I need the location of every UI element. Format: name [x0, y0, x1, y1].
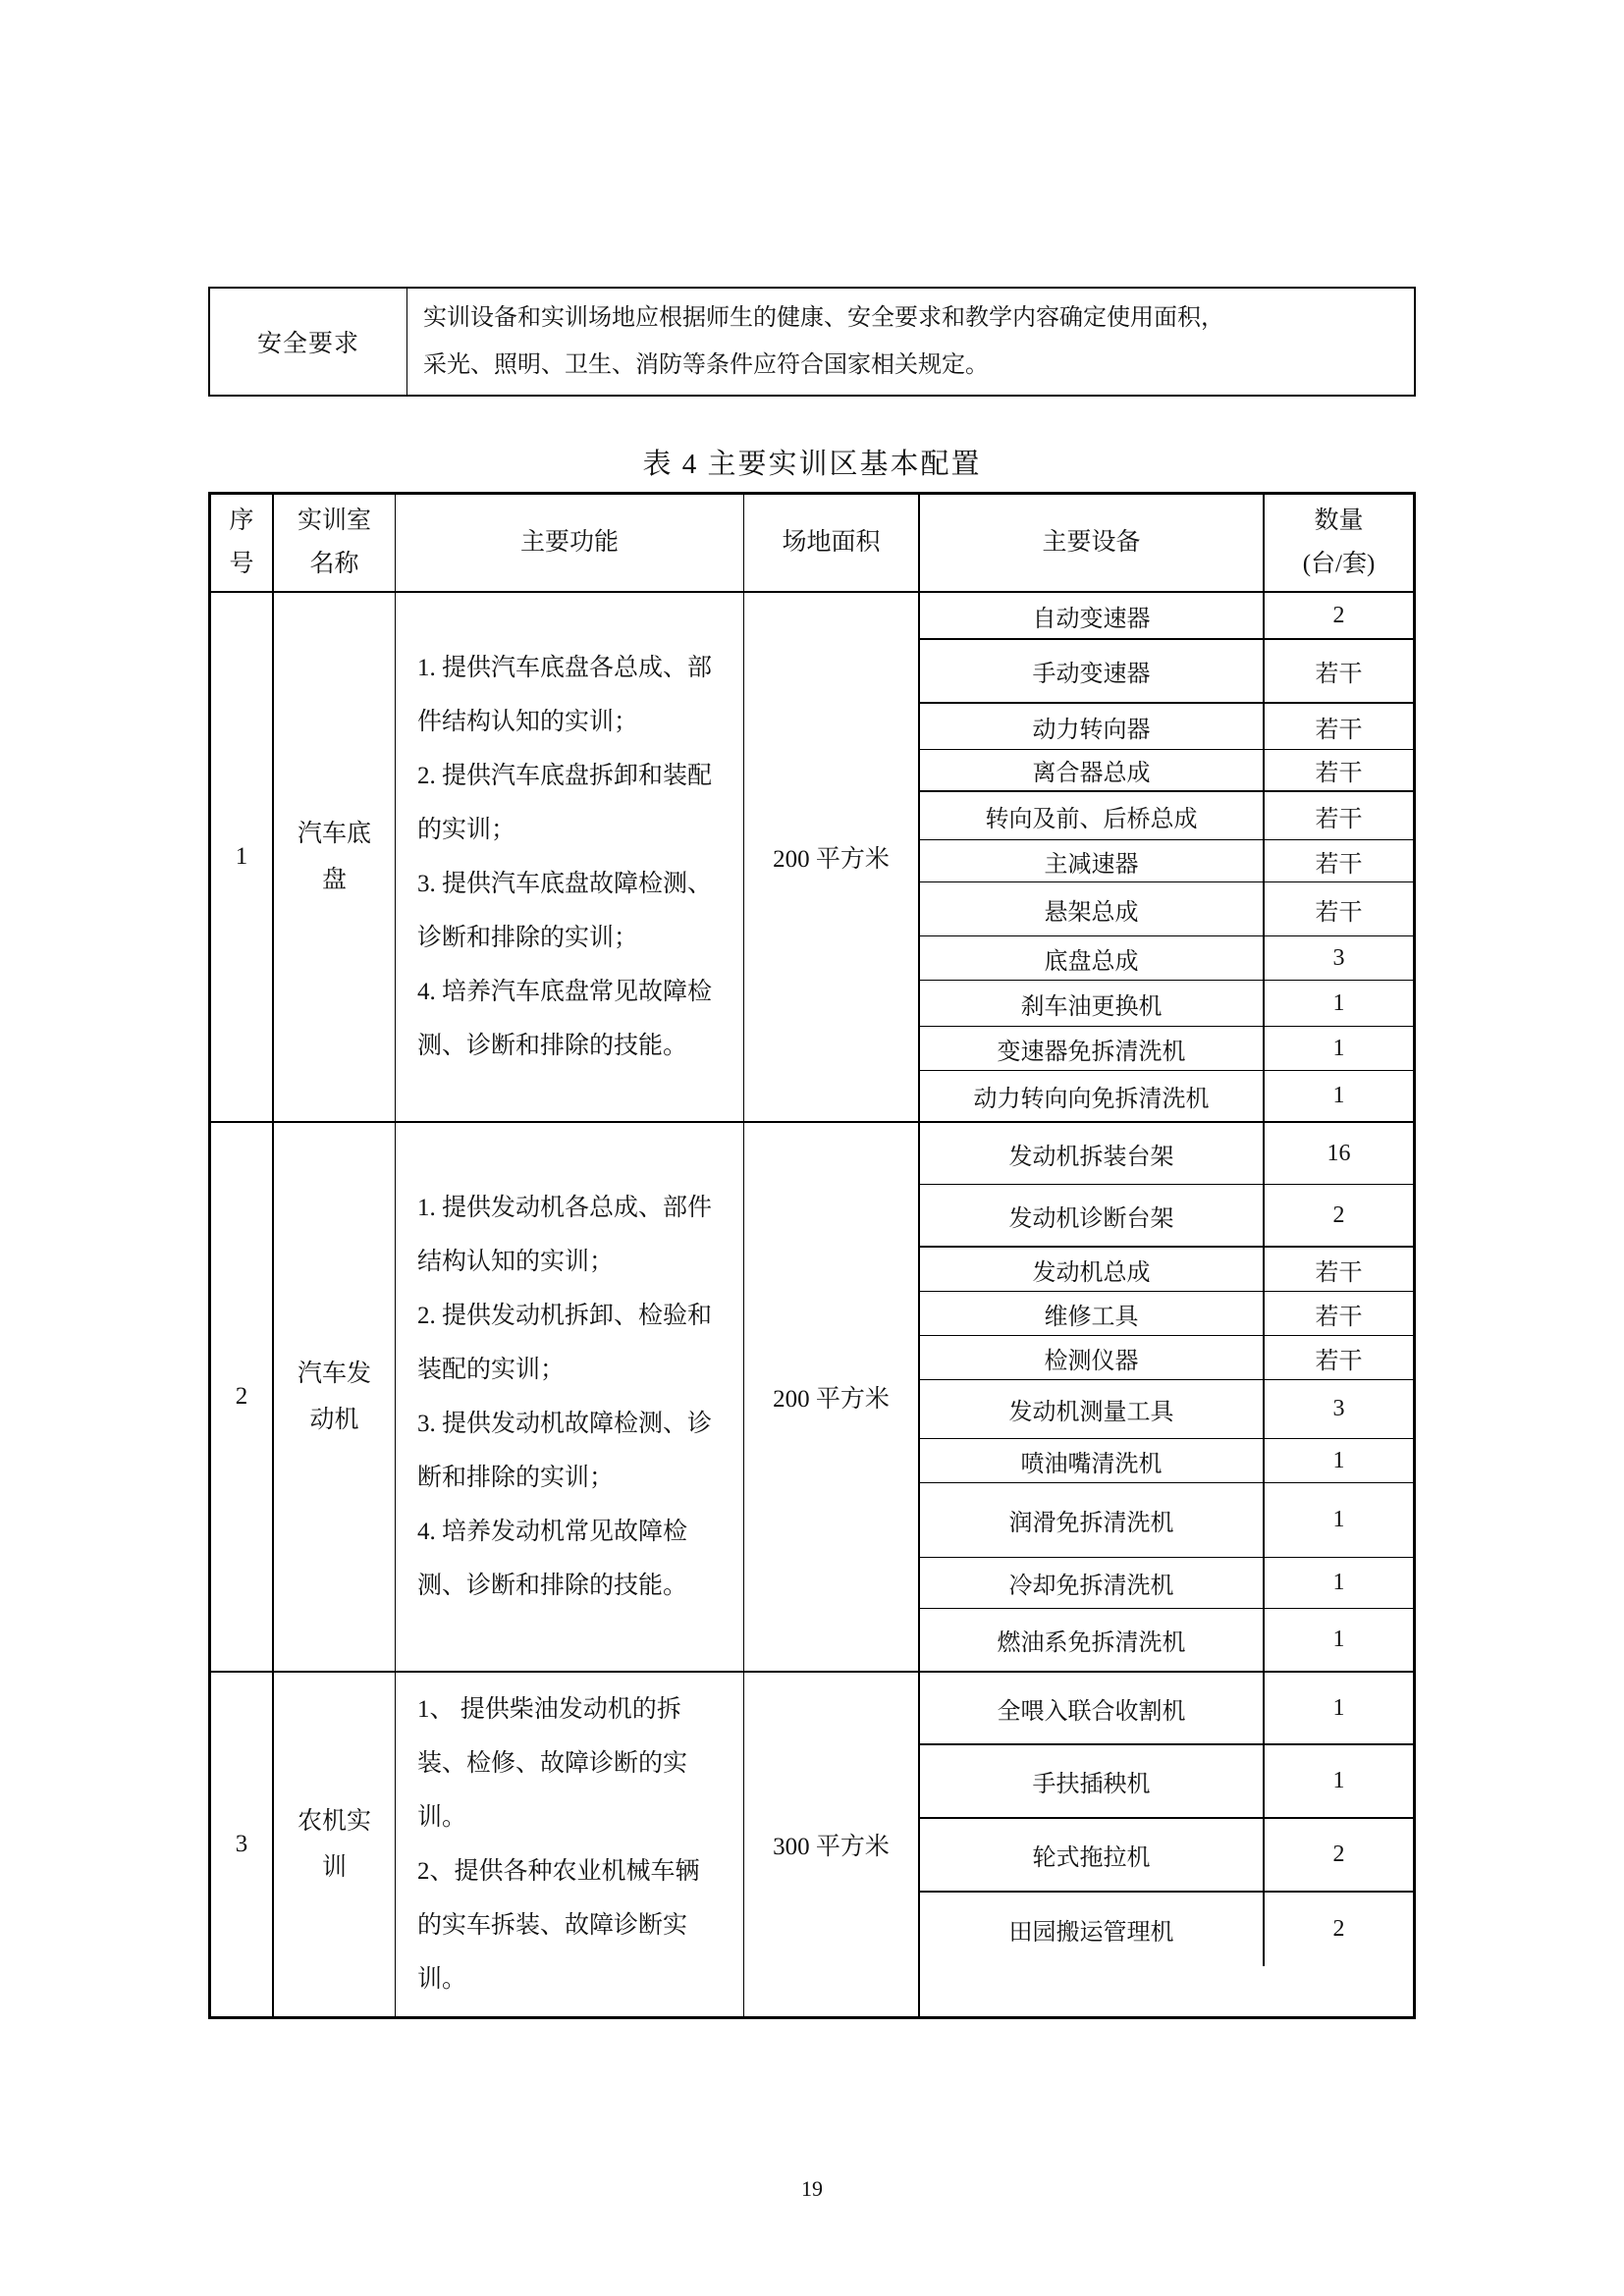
table-title: 表 4 主要实训区基本配置	[642, 449, 982, 480]
equipment-qty: 3	[1332, 1396, 1345, 1421]
header-quantity	[1265, 495, 1413, 591]
equipment-row	[920, 1336, 1413, 1380]
equipment-qty: 若干	[1315, 1304, 1363, 1330]
equipment-name: 变速器免拆清洗机	[920, 1027, 1265, 1070]
equipment-row	[920, 1292, 1413, 1336]
equipment-qty: 1	[1332, 1507, 1345, 1532]
function-item: 3. 提供汽车底盘故障检测、诊断和排除的实训；	[417, 871, 713, 951]
row-number: 1	[211, 593, 274, 1121]
equipment-qty: 3	[1332, 944, 1345, 971]
room-area: 300 平方米	[744, 1673, 920, 2016]
equipment-name: 手扶插秧机	[920, 1745, 1265, 1817]
function-item: 2. 提供汽车底盘拆卸和装配的实训；	[417, 763, 713, 843]
equipment-name: 转向及前、后桥总成	[920, 792, 1265, 839]
equipment-name: 发动机拆装台架	[920, 1123, 1265, 1184]
table-row	[211, 593, 1413, 1123]
row-number: 3	[211, 1673, 274, 2016]
equipment-row	[920, 840, 1413, 882]
equipment-name: 离合器总成	[920, 750, 1265, 790]
page-number: 19	[801, 2176, 823, 2201]
room-area: 200 平方米	[744, 593, 920, 1121]
equipment-list	[920, 1123, 1413, 1671]
equipment-qty: 1	[1332, 989, 1345, 1016]
equipment-row	[920, 936, 1413, 981]
equipment-row	[920, 1248, 1413, 1292]
equipment-name: 燃油系免拆清洗机	[920, 1609, 1265, 1671]
safety-text-line-1: 实训设备和实训场地应根据师生的健康、安全要求和教学内容确定使用面积，	[423, 305, 1224, 331]
equipment-qty: 16	[1326, 1140, 1351, 1166]
equipment-row	[920, 1123, 1413, 1185]
room-functions	[396, 593, 744, 1121]
equipment-name: 检测仪器	[920, 1336, 1265, 1379]
header-function: 主要功能	[396, 495, 744, 591]
safety-text-line-2: 采光、照明、卫生、消防等条件应符合国家相关规定。	[423, 352, 989, 378]
equipment-name: 悬架总成	[920, 882, 1265, 935]
function-item: 4. 培养发动机常见故障检测、诊断和排除的技能。	[417, 1519, 688, 1599]
equipment-row	[920, 750, 1413, 792]
equipment-name: 发动机测量工具	[920, 1380, 1265, 1438]
equipment-name: 喷油嘴清洗机	[920, 1439, 1265, 1482]
equipment-row	[920, 1483, 1413, 1558]
equipment-qty: 若干	[1315, 851, 1363, 878]
equipment-row	[920, 1027, 1413, 1071]
table-row	[211, 1123, 1413, 1673]
equipment-qty: 1	[1332, 1694, 1345, 1721]
equipment-name: 发动机总成	[920, 1248, 1265, 1291]
header-quantity-line-1: 数量	[1314, 507, 1364, 535]
equipment-name: 轮式拖拉机	[920, 1819, 1265, 1891]
header-equipment: 主要设备	[920, 495, 1265, 591]
equipment-qty: 1	[1332, 1570, 1345, 1595]
function-item: 3. 提供发动机故障检测、诊断和排除的实训；	[417, 1411, 713, 1491]
equipment-row	[920, 1071, 1413, 1121]
equipment-row	[920, 1893, 1413, 1966]
equipment-qty: 若干	[1315, 662, 1363, 687]
room-name: 汽车底盘	[274, 593, 396, 1121]
equipment-qty: 1	[1332, 1035, 1345, 1061]
equipment-name: 润滑免拆清洗机	[920, 1483, 1265, 1557]
equipment-row	[920, 704, 1413, 750]
equipment-name: 手动变速器	[920, 640, 1265, 702]
config-table	[208, 492, 1416, 2019]
equipment-list	[920, 1673, 1413, 2016]
page-content	[208, 0, 1416, 2202]
equipment-qty: 若干	[1315, 899, 1363, 926]
function-item: 2、提供各种农业机械车辆的实车拆装、故障诊断实训。	[417, 1858, 700, 1993]
function-item: 4. 培养汽车底盘常见故障检测、诊断和排除的技能。	[417, 979, 713, 1059]
room-functions	[396, 1123, 744, 1671]
equipment-qty: 2	[1332, 1201, 1345, 1228]
room-area: 200 平方米	[744, 1123, 920, 1671]
equipment-name: 动力转向向免拆清洗机	[920, 1071, 1265, 1121]
equipment-qty: 1	[1332, 1083, 1345, 1108]
equipment-row	[920, 792, 1413, 840]
table-row	[211, 1673, 1413, 2016]
header-no: 序号	[211, 495, 274, 591]
equipment-row	[920, 1439, 1413, 1483]
equipment-qty: 若干	[1315, 761, 1363, 786]
table-header-row	[211, 495, 1413, 593]
function-item: 1. 提供汽车底盘各总成、部件结构认知的实训；	[417, 655, 713, 735]
equipment-qty: 1	[1332, 1627, 1345, 1652]
function-item: 1. 提供发动机各总成、部件结构认知的实训；	[417, 1195, 713, 1275]
equipment-row	[920, 981, 1413, 1027]
equipment-qty: 若干	[1315, 1259, 1363, 1286]
equipment-row	[920, 1185, 1413, 1248]
room-name: 农机实训	[274, 1673, 396, 2016]
safety-label: 安全要求	[210, 289, 407, 395]
header-area: 场地面积	[744, 495, 920, 591]
row-number: 2	[211, 1123, 274, 1671]
equipment-row	[920, 1673, 1413, 1745]
equipment-name: 动力转向器	[920, 704, 1265, 749]
equipment-list	[920, 593, 1413, 1121]
equipment-name: 维修工具	[920, 1292, 1265, 1335]
equipment-name: 全喂入联合收割机	[920, 1673, 1265, 1743]
equipment-name: 刹车油更换机	[920, 981, 1265, 1026]
header-room: 实训室名称	[274, 495, 396, 591]
safety-text	[407, 289, 1414, 395]
room-name: 汽车发动机	[274, 1123, 396, 1671]
equipment-qty: 若干	[1315, 1348, 1363, 1374]
function-item: 2. 提供发动机拆卸、检验和装配的实训；	[417, 1303, 713, 1383]
equipment-row	[920, 1819, 1413, 1893]
room-functions	[396, 1673, 744, 2016]
equipment-qty: 2	[1332, 1842, 1345, 1867]
equipment-row	[920, 1558, 1413, 1609]
equipment-qty: 1	[1332, 1447, 1345, 1473]
equipment-qty: 若干	[1315, 806, 1363, 832]
equipment-name: 田园搬运管理机	[920, 1893, 1265, 1966]
equipment-qty: 2	[1332, 1916, 1345, 1942]
equipment-name: 底盘总成	[920, 936, 1265, 980]
equipment-name: 主减速器	[920, 840, 1265, 881]
equipment-row	[920, 882, 1413, 936]
equipment-qty: 2	[1332, 602, 1345, 628]
function-item: 1、 提供柴油发动机的拆装、检修、故障诊断的实训。	[417, 1696, 688, 1831]
equipment-row	[920, 1380, 1413, 1439]
safety-requirements-table	[208, 287, 1416, 397]
equipment-row	[920, 1745, 1413, 1819]
equipment-qty: 1	[1332, 1768, 1345, 1793]
header-quantity-line-2: (台/套)	[1302, 551, 1376, 577]
equipment-row	[920, 1609, 1413, 1671]
equipment-name: 自动变速器	[920, 593, 1265, 638]
equipment-qty: 若干	[1315, 717, 1363, 743]
equipment-name: 冷却免拆清洗机	[920, 1558, 1265, 1608]
equipment-row	[920, 593, 1413, 640]
equipment-name: 发动机诊断台架	[920, 1185, 1265, 1246]
equipment-row	[920, 640, 1413, 704]
